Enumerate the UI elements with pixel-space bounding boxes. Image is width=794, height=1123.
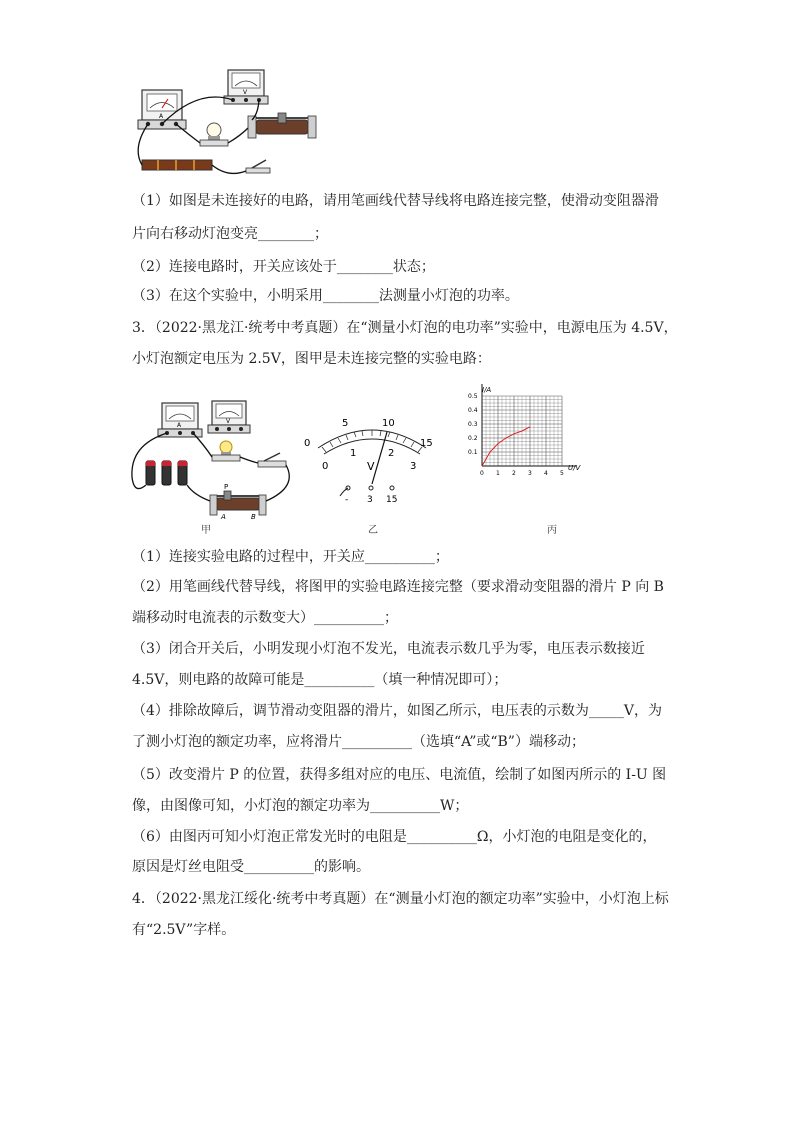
- ammeter-label: A: [177, 422, 182, 429]
- y-tick-label: 0.4: [468, 407, 478, 414]
- q3-header-1: 3．（2022·黑龙江·统考中考真题）在“测量小灯泡的电功率”实验中，电源电压为 4.5V，: [132, 320, 678, 336]
- q4-header-1: 4．（2022·黑龙江绥化·统考中考真题）在“测量小灯泡的额定功率”实验中，小灯泡上标: [132, 891, 669, 907]
- switch: [258, 453, 286, 467]
- rheostat-p-label: P: [224, 483, 229, 491]
- q2-item-1: （1）如图是未连接好的电路，请用笔画线代替导线将电路连接完整，使滑动变阻器滑: [132, 193, 659, 209]
- battery-pack: [142, 160, 212, 170]
- voltmeter-label: V: [226, 418, 231, 425]
- inner-scale-1: 1: [350, 448, 357, 459]
- rheostat: [210, 483, 266, 521]
- rheostat-b-label: B: [251, 513, 256, 521]
- ammeter-label: A: [159, 113, 164, 120]
- inner-scale-2: 2: [388, 448, 395, 459]
- x-axis-label: U/V: [568, 464, 581, 472]
- rheostat: [248, 113, 316, 138]
- figure-bing-iu-chart: [460, 380, 590, 495]
- rheostat-a-label: A: [221, 513, 226, 521]
- q3-item-1: （1）连接实验电路的过程中，开关应__________；: [132, 549, 449, 565]
- q2-item-2: （2）连接电路时，开关应该处于________状态；: [132, 259, 435, 275]
- y-tick-label: 0.5: [468, 393, 478, 400]
- figure-yi-caption: 乙: [368, 525, 378, 536]
- q3-item-5-cont: 像，由图像可知，小灯泡的额定功率为__________W；: [132, 798, 469, 814]
- q3-item-2-cont: 端移动时电流表的示数变大）__________；: [132, 610, 398, 626]
- q3-item-6: （6）由图丙可知小灯泡正常发光时的电阻是__________Ω，小灯泡的电阻是变化的，: [132, 829, 657, 845]
- outer-scale-10: 10: [382, 418, 395, 429]
- q3-item-2: （2）用笔画线代替导线，将图甲的实验电路连接完整（要求滑动变阻器的滑片 P 向 B: [132, 579, 664, 595]
- q4-header-2: 有“2.5V”字样。: [132, 922, 236, 938]
- voltmeter-label: V: [243, 89, 248, 96]
- figure-jia-caption: 甲: [201, 525, 211, 536]
- top-circuit-figure: [128, 68, 328, 186]
- terminal-15: 15: [386, 495, 398, 505]
- ammeter: [158, 403, 202, 437]
- switch: [246, 160, 270, 173]
- x-tick-label: 2: [512, 470, 516, 477]
- x-tick-label: 4: [544, 470, 548, 477]
- q3-item-3: （3）闭合开关后，小明发现小灯泡不发光，电流表示数几乎为零，电压表示数接近: [132, 641, 645, 657]
- x-tick-label: 0: [480, 470, 484, 477]
- light-bulb: [212, 441, 240, 461]
- q3-header-2: 小灯泡额定电压为 2.5V，图甲是未连接完整的实验电路：: [132, 351, 491, 367]
- inner-scale-3: 3: [410, 461, 417, 472]
- y-tick-label: 0.1: [468, 449, 478, 456]
- y-tick-label: 0.3: [468, 421, 478, 428]
- voltmeter: [208, 401, 250, 433]
- terminal-3: 3: [367, 495, 373, 505]
- q3-item-5: （5）改变滑片 P 的位置，获得多组对应的电压、电流值，绘制了如图丙所示的 I-U 图: [132, 767, 667, 783]
- outer-scale-5: 5: [342, 418, 349, 429]
- light-bulb: [200, 123, 228, 146]
- y-axis-label: I/A: [482, 386, 492, 394]
- x-tick-label: 5: [560, 470, 564, 477]
- figure-bing-caption: 丙: [547, 525, 557, 536]
- dial-unit: V: [367, 460, 375, 473]
- outer-scale-15: 15: [420, 438, 433, 449]
- outer-scale-0: 0: [304, 438, 311, 449]
- x-tick-label: 3: [528, 470, 532, 477]
- dial-ticks: [322, 430, 422, 452]
- q3-item-4: （4）排除故障后，调节滑动变阻器的滑片，如图乙所示，电压表的示数为_____V，为: [132, 703, 663, 719]
- q3-item-3-cont: 4.5V，则电路的故障可能是__________（填一种情况即可）；: [132, 672, 508, 688]
- y-tick-label: 0.2: [468, 435, 478, 442]
- q3-item-4-cont: 了测小灯泡的额定功率，应将滑片__________（选填“A”或“B”）端移动；: [132, 734, 585, 750]
- figure-yi-dial: [300, 410, 445, 510]
- figure-jia-circuit: [124, 395, 300, 523]
- inner-scale-0: 0: [322, 461, 329, 472]
- q2-item-3: （3）在这个实验中，小明采用________法测量小灯泡的功率。: [132, 288, 519, 304]
- q3-item-6-cont: 原因是灯丝电阻受__________的影响。: [132, 859, 370, 875]
- terminal-neg: -: [345, 495, 349, 505]
- q2-item-1-cont: 片向右移动灯泡变亮________；: [132, 226, 328, 242]
- battery-cells: [146, 461, 187, 485]
- x-tick-label: 1: [496, 470, 500, 477]
